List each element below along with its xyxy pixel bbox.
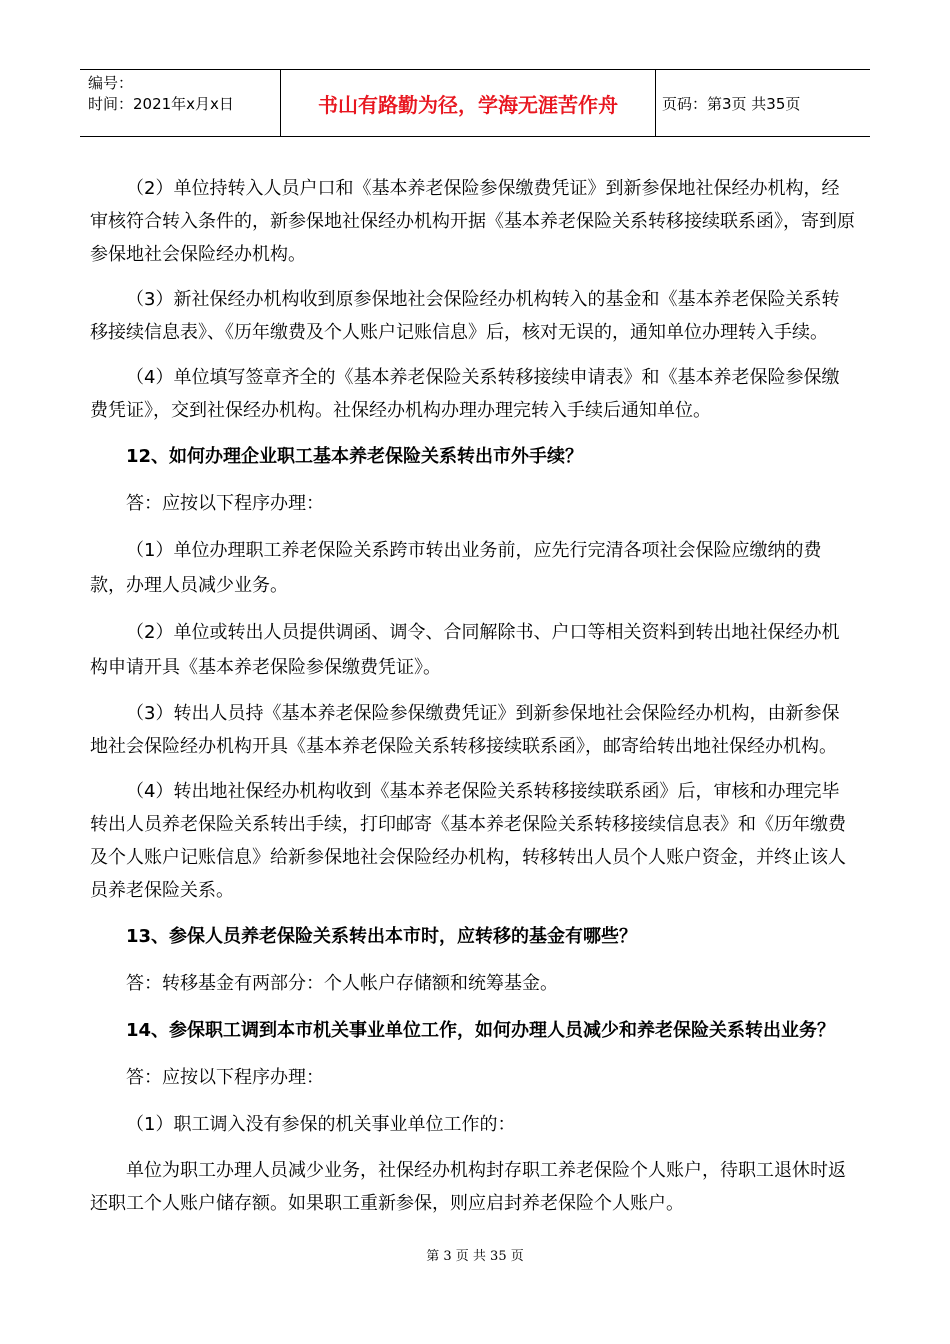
paragraph: （2）单位或转出人员提供调函、调令、合同解除书、户口等相关资料到转出地社保经办机构申请开具《基本养老保险参保缴费凭证》。 — [90, 622, 840, 678]
paragraph: （1）职工调入没有参保的机关事业单位工作的： — [126, 1114, 516, 1135]
paragraph: （1）单位办理职工养老保险关系跨市转出业务前，应先行完清各项社会保险应缴纳的费款，办理人员减少业务。 — [90, 540, 822, 596]
header-motto: 书山有路勤为径，学海无涯苦作舟 — [281, 70, 656, 136]
header-meta — [80, 70, 281, 136]
paragraph: 单位为职工办理人员减少业务，社保经办机构封存职工养老保险个人账户，待职工退休时返还职工个人账户储存额。如果职工重新参保，则应启封养老保险个人账户。 — [90, 1160, 846, 1214]
question-heading: 12、如何办理企业职工基本养老保险关系转出市外手续？ — [126, 446, 584, 467]
paragraph: （2）单位持转入人员户口和《基本养老保险参保缴费凭证》到新参保地社保经办机构，经审核符合转入条件的，新参保地社保经办机构开据《基本养老保险关系转移接续联系函》，寄到原参保地社会保险经办机构。 — [90, 178, 855, 265]
header-page-label: 页码：第3页 共35页 — [662, 94, 801, 113]
paragraph: （4）转出地社保经办机构收到《基本养老保险关系转移接续联系函》后，审核和办理完毕转出人员养老保险关系转出手续，打印邮寄《基本养老保险关系转移接续信息表》和《历年缴费及个人账户记账信息》给新参保地社会保险经办机构，转移转出人员个人账户资金，并终止该人员养老保险关系。 — [90, 781, 846, 901]
page-footer: 第 3 页 共 35 页 — [426, 1249, 524, 1264]
question-heading: 14、参保职工调到本市机关事业单位工作，如何办理人员减少和养老保险关系转出业务？ — [126, 1020, 836, 1041]
answer-intro: 答：应按以下程序办理： — [126, 493, 324, 514]
page-header — [80, 69, 870, 137]
document-body — [90, 172, 855, 1232]
paragraph: （4）单位填写签章齐全的《基本养老保险关系转移接续申请表》和《基本养老保险参保缴费凭证》，交到社保经办机构。社保经办机构办理办理完转入手续后通知单位。 — [90, 367, 840, 421]
paragraph: （3）新社保经办机构收到原参保地社会保险经办机构转入的基金和《基本养老保险关系转移接续信息表》、《历年缴费及个人账户记账信息》后，核对无误的，通知单位办理转入手续。 — [90, 289, 840, 343]
answer-text: 答：转移基金有两部分：个人帐户存储额和统筹基金。 — [126, 973, 558, 994]
answer-intro: 答：应按以下程序办理： — [126, 1067, 324, 1088]
question-heading: 13、参保人员养老保险关系转出本市时，应转移的基金有哪些？ — [126, 926, 638, 947]
document-number-label: 编号： — [88, 74, 134, 92]
paragraph: （3）转出人员持《基本养老保险参保缴费凭证》到新参保地社会保险经办机构，由新参保地社会保险经办机构开具《基本养老保险关系转移接续联系函》，邮寄给转出地社保经办机构。 — [90, 703, 840, 757]
document-time-label: 时间：2021年x月x日 — [88, 95, 234, 113]
